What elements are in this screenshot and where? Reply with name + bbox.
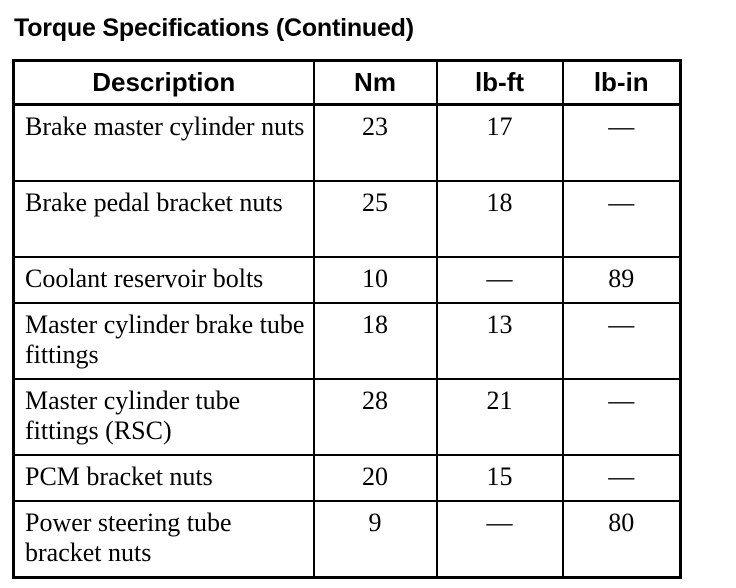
description-cell: Brake master cylinder nuts [14,105,314,182]
page-title: Torque Specifications (Continued) [14,14,414,42]
nm-cell: 10 [314,257,437,303]
table-row [14,105,681,182]
lb-ft-cell: 17 [437,105,563,182]
lb-in-cell: 80 [563,501,681,578]
lb-in-cell: — [563,379,681,455]
lb-ft-cell: 13 [437,303,563,379]
lb-in-cell: — [563,105,681,182]
lb-ft-cell: — [437,257,563,303]
torque-specifications-table [12,59,682,579]
lb-ft-cell: 21 [437,379,563,455]
nm-cell: 9 [314,501,437,578]
description-cell: Power steering tube bracket nuts [14,501,314,578]
description-cell: Master cylinder tube fittings (RSC) [14,379,314,455]
nm-cell: 20 [314,455,437,501]
header-lb-in: lb-in [563,61,681,105]
table-row [14,379,681,455]
description-cell: Master cylinder brake tube fittings [14,303,314,379]
table-row [14,257,681,303]
lb-in-cell: — [563,181,681,257]
table-row [14,303,681,379]
nm-cell: 18 [314,303,437,379]
description-cell: Brake pedal bracket nuts [14,181,314,257]
table-row [14,455,681,501]
lb-ft-cell: 18 [437,181,563,257]
table-row [14,501,681,578]
header-lb-ft: lb-ft [437,61,563,105]
table-row [14,181,681,257]
table-header-row [14,61,681,105]
lb-in-cell: 89 [563,257,681,303]
description-cell: PCM bracket nuts [14,455,314,501]
nm-cell: 25 [314,181,437,257]
lb-ft-cell: — [437,501,563,578]
header-nm: Nm [314,61,437,105]
header-description: Description [14,61,314,105]
lb-in-cell: — [563,455,681,501]
nm-cell: 28 [314,379,437,455]
lb-in-cell: — [563,303,681,379]
description-cell: Coolant reservoir bolts [14,257,314,303]
nm-cell: 23 [314,105,437,182]
lb-ft-cell: 15 [437,455,563,501]
